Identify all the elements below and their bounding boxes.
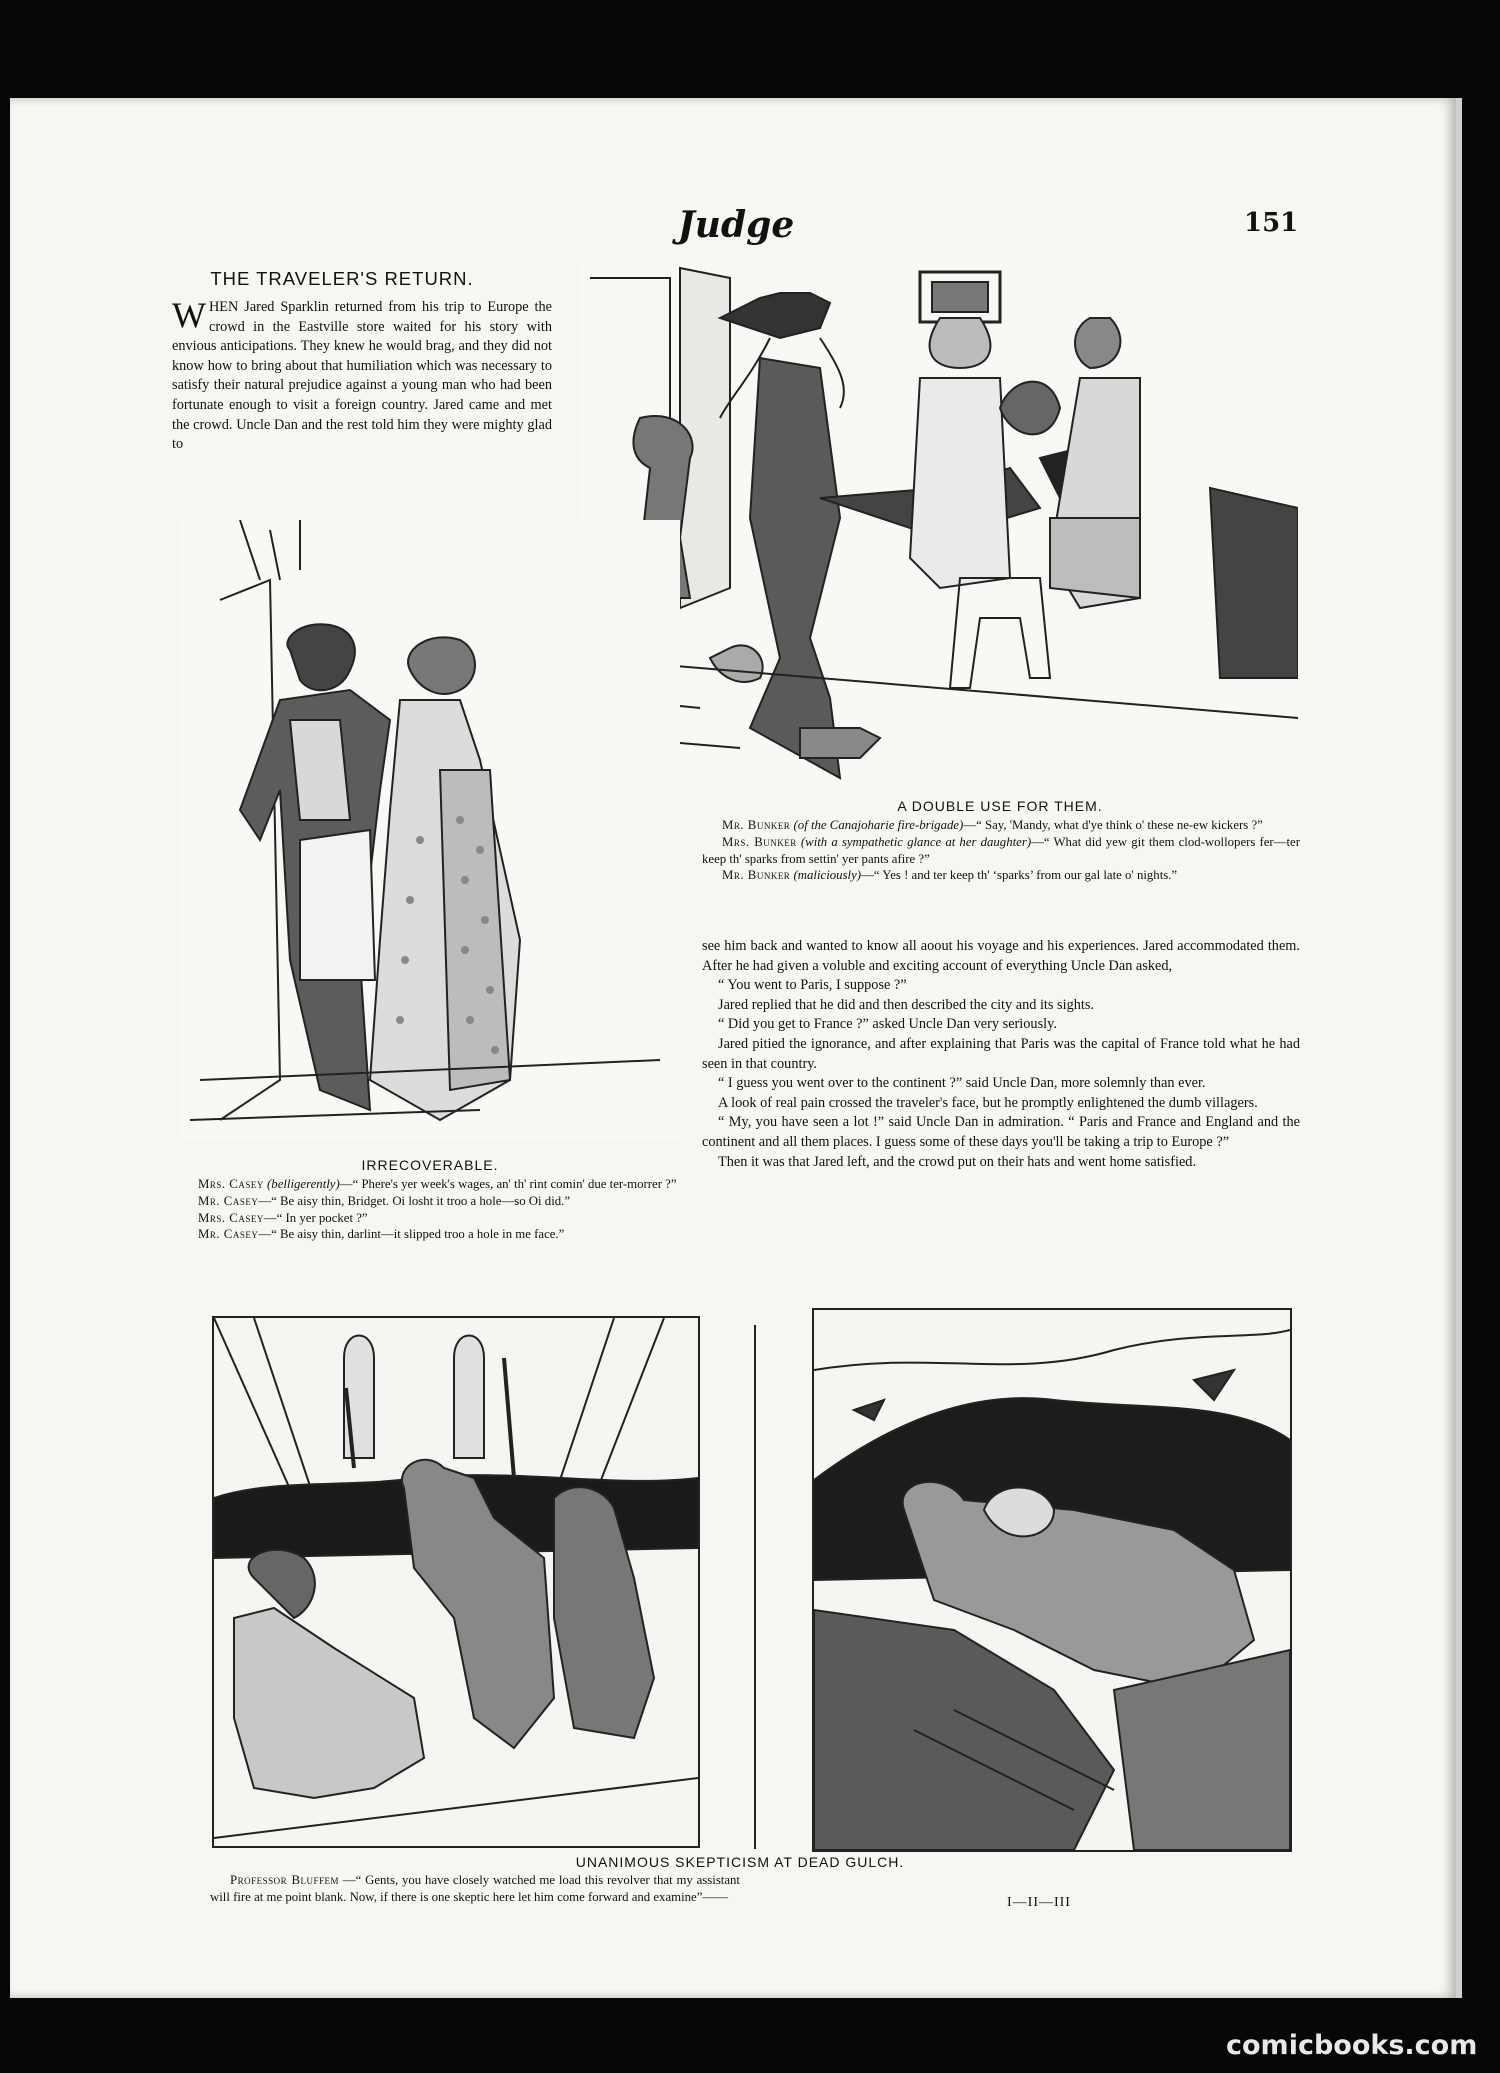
article-paragraph: Jared replied that he did and then described the city and its sights.: [718, 996, 1094, 1013]
caption-line: Mr. Casey—“ Be aisy thin, darlint—it slipped troo a hole in me face.”: [198, 1227, 565, 1242]
article-title: THE TRAVELER'S RETURN.: [210, 268, 474, 289]
caption-body-dead-gulch: [210, 1872, 740, 1906]
masthead: Judge: [677, 204, 795, 246]
caption-line: Mrs. Bunker (with a sympathetic glance at her daughter)—“ What did yew git them clod-wollopers fer—ter keep th' sparks from settin' yer pants afire ?”: [702, 834, 1300, 866]
article-paragraph: see him back and wanted to know all aoout his voyage and his experiences. Jared accommodated them. After he had given a voluble and exciting account of everything Uncle Dan asked,: [702, 938, 1300, 974]
page-edge: [1456, 98, 1462, 1998]
illustration-dead-gulch-left: [212, 1316, 700, 1848]
column-rule: [754, 1325, 756, 1849]
caption-line: Professor Bluffem —“ Gents, you have closely watched me load this revolver that my assistant will fire at me point blank. Now, if there is one skeptic here let him come forward and examine”——: [210, 1873, 740, 1904]
article-paragraph: Then it was that Jared left, and the crowd put on their hats and went home satisfied.: [718, 1153, 1197, 1170]
illustration-bunker-drawing: [580, 258, 1298, 798]
article-opening: [172, 295, 552, 455]
caption-line: Mr. Bunker (maliciously)—“ Yes ! and ter keep th' ‘sparks’ from our gal late o' nights.”: [722, 868, 1178, 883]
article-paragraph: Jared pitied the ignorance, and after explaining that Paris was the capital of France told what he had seen in that country.: [702, 1035, 1300, 1072]
drop-cap: W: [172, 295, 206, 335]
article-paragraph: “ You went to Paris, I suppose ?”: [718, 977, 907, 994]
page-number: 151: [1244, 208, 1299, 238]
caption-title-bunker: A DOUBLE USE FOR THEM.: [897, 798, 1103, 814]
caption-line: Mrs. Casey (belligerently)—“ Phere's yer week's wages, an' th' rint comin' due ter-morrer ?”: [198, 1177, 677, 1191]
caption-title-casey: IRRECOVERABLE.: [361, 1157, 499, 1173]
site-watermark: comicbooks.com: [1226, 2030, 1478, 2061]
article-paragraph: “ Did you get to France ?” asked Uncle Dan very seriously.: [718, 1016, 1057, 1033]
caption-line: Mrs. Casey—“ In yer pocket ?”: [198, 1210, 368, 1225]
caption-title-dead-gulch: UNANIMOUS SKEPTICISM AT DEAD GULCH.: [575, 1854, 905, 1870]
caption-body-bunker: [702, 817, 1300, 884]
illustration-casey-drawing: [180, 520, 680, 1140]
illustration-casey-couple: [180, 520, 680, 1140]
article-paragraph: “ I guess you went over to the continent ?” said Uncle Dan, more solemnly than ever.: [718, 1075, 1206, 1092]
article-continuation: [702, 937, 1300, 1172]
illustration-showman-drawing: [214, 1318, 698, 1846]
illustration-bunker-family: [580, 258, 1298, 798]
article-paragraph: A look of real pain crossed the traveler's face, but he promptly enlightened the dumb villagers.: [718, 1094, 1258, 1111]
caption-line: Mr. Bunker (of the Canajoharie fire-brigade)—“ Say, 'Mandy, what d'ye think o' these ne-ew kickers ?”: [722, 818, 1263, 832]
caption-body-casey: [178, 1176, 684, 1243]
article-paragraph: HEN Jared Sparklin returned from his trip to Europe the crowd in the Eastville store waited for his story with envious anticipations. They knew he would brag, and they did not know how to bring about that humiliation which was necessary to satisfy their natural prejudice against a young man who had been fortunate enough to visit a foreign country. Jared came and met the crowd. Uncle Dan and the rest told him they were mighty glad to: [172, 299, 552, 453]
illustration-stampede-drawing: [814, 1310, 1290, 1850]
caption-line: Mr. Casey—“ Be aisy thin, Bridget. Oi losht it troo a hole—so Oi did.”: [198, 1193, 571, 1208]
article-paragraph: “ My, you have seen a lot !” said Uncle Dan in admiration. “ Paris and France and England and the continent and all them places. I guess some of these days you'll be taking a trip to Europe ?”: [702, 1114, 1300, 1150]
illustration-dead-gulch-right: [812, 1308, 1292, 1852]
section-ornament: I—II—III: [1007, 1895, 1071, 1910]
